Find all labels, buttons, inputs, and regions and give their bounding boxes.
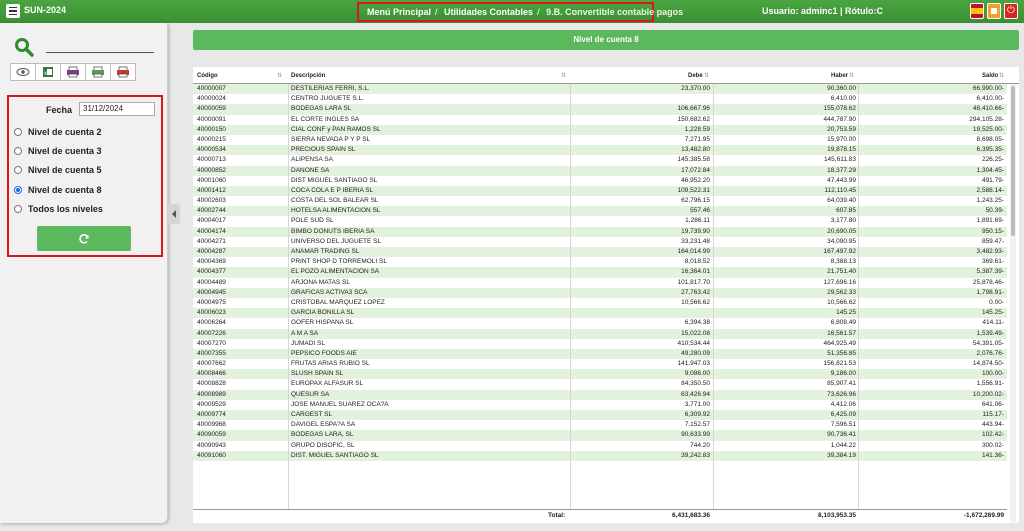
cell-debe: 141,947.03: [677, 360, 710, 368]
cell-codigo: 40008989: [197, 390, 226, 398]
cell-descripcion: ALIPENSA SA: [291, 156, 333, 164]
radio-icon[interactable]: [14, 147, 22, 155]
cell-codigo: 40009968: [197, 421, 226, 429]
table-row[interactable]: [193, 298, 1007, 308]
table-row[interactable]: [193, 451, 1007, 461]
cell-saldo: 491.79-: [981, 176, 1004, 184]
cell-descripcion: COCA COLA E P IBERIA SL: [291, 186, 374, 194]
toolbar: [10, 63, 135, 81]
cell-saldo: 1,798.91-: [976, 288, 1004, 296]
sort-icon[interactable]: ⇅: [277, 73, 283, 79]
cell-saldo: 369.61-: [981, 258, 1004, 266]
radio-nivel-5[interactable]: Nivel de cuenta 5: [14, 165, 102, 175]
cell-descripcion: PEPSICO FOODS AIE: [291, 349, 357, 357]
column-divider: [288, 84, 289, 509]
cell-codigo: 40002603: [197, 197, 226, 205]
cell-codigo: 40000534: [197, 146, 226, 154]
cell-saldo: 102.42-: [981, 431, 1004, 439]
cell-debe: 23,370.00: [681, 85, 710, 92]
cell-haber: 64,039.40: [827, 197, 856, 205]
cell-codigo: 40004369: [197, 258, 226, 266]
total-debe: 6,431,683.36: [672, 512, 710, 519]
table-header: [193, 67, 1019, 84]
cell-debe: 63,426.94: [681, 390, 710, 398]
cell-debe: 90,633.99: [681, 431, 710, 439]
cell-saldo: 25,878.46-: [972, 278, 1004, 286]
table-row[interactable]: [193, 125, 1007, 135]
table-row[interactable]: [193, 176, 1007, 186]
eye-icon[interactable]: [10, 63, 36, 81]
hamburger-icon[interactable]: [6, 4, 20, 18]
cell-codigo: 40000215: [197, 135, 226, 143]
cell-haber: 6,425.09: [830, 411, 856, 418]
cell-saldo: 1,304.45-: [976, 166, 1004, 174]
cell-saldo: 54,391.05-: [972, 339, 1004, 347]
cell-debe: 17,072.84: [681, 166, 710, 174]
cell-codigo: 40091060: [197, 451, 226, 459]
filter-box: [7, 95, 163, 257]
column-header-codigo[interactable]: Código: [197, 73, 218, 79]
cell-codigo: 40007662: [197, 360, 226, 368]
table-row[interactable]: [193, 390, 1007, 400]
breadcrumb-menu-principal[interactable]: Menú Principal: [367, 7, 432, 17]
table-body: [193, 84, 1007, 509]
cell-descripcion: EUROPAX ALFASUR SL: [291, 380, 364, 388]
cell-saldo: 6,410.00-: [976, 95, 1004, 103]
cell-debe: 84,350.50: [681, 380, 710, 388]
cell-haber: 51,356.85: [827, 349, 856, 357]
cell-descripcion: POLE SUD SL: [291, 217, 334, 225]
cell-codigo: 40007226: [197, 329, 226, 337]
cell-descripcion: A M A SA: [291, 329, 319, 337]
cell-debe: 13,482.80: [681, 146, 710, 154]
table-row[interactable]: [193, 227, 1007, 237]
cell-haber: 85,907.41: [827, 380, 856, 388]
table-row[interactable]: [193, 379, 1007, 389]
cell-descripcion: DIST. MIGUEL SANTIAGO SL: [291, 451, 379, 459]
table-row[interactable]: [193, 369, 1007, 379]
cell-descripcion: BODEGAS LARA, SL: [291, 431, 354, 439]
cell-codigo: 40001060: [197, 176, 226, 184]
cell-descripcion: SLUSH SPAIN SL: [291, 370, 344, 378]
table-row[interactable]: [193, 278, 1007, 288]
cell-saldo: 1,556.91-: [976, 380, 1004, 388]
cell-codigo: 40000150: [197, 125, 226, 133]
cell-codigo: 40008466: [197, 370, 226, 378]
power-icon[interactable]: ⏻: [1004, 3, 1018, 19]
cell-codigo: 40009529: [197, 400, 226, 408]
cell-descripcion: DAVIGEL ESPA?A SA: [291, 421, 356, 429]
cell-haber: 112,110.45: [824, 186, 856, 194]
cell-descripcion: GRUPO DISOFIC, SL: [291, 441, 355, 449]
cell-haber: 3,177.80: [830, 217, 856, 225]
sort-icon[interactable]: ⇅: [561, 73, 567, 79]
cell-saldo: 0.00-: [989, 298, 1004, 306]
radio-nivel-3[interactable]: Nivel de cuenta 3: [14, 146, 102, 156]
table-row[interactable]: [193, 441, 1007, 451]
table-row[interactable]: [193, 84, 1007, 94]
table-row[interactable]: [193, 115, 1007, 125]
cell-codigo: 40002744: [197, 207, 226, 215]
cell-codigo: 40090943: [197, 441, 226, 449]
cell-haber: 464,925.49: [823, 339, 856, 347]
cell-descripcion: BODEGAS LARA SL: [291, 105, 352, 113]
cell-debe: 8,018.52: [684, 258, 710, 266]
cell-haber: 39,384.19: [827, 451, 856, 459]
column-header-descripcion[interactable]: Descripción: [291, 73, 326, 79]
cell-debe: 410,534.44: [677, 339, 710, 347]
cell-saldo: 145.25-: [981, 309, 1004, 317]
cell-descripcion: UNIVERSO DEL JUGUETE SL: [291, 237, 382, 245]
table-row[interactable]: [193, 400, 1007, 410]
cell-descripcion: HOTELSA ALIMENTACION SL: [291, 207, 381, 215]
cell-descripcion: COSTA DEL SOL BALEAR SL: [291, 197, 379, 205]
cell-haber: 10,566.62: [827, 298, 856, 306]
cell-codigo: 40006264: [197, 319, 226, 327]
total-saldo: -1,672,269.99: [963, 512, 1004, 519]
cell-debe: 6,394.38: [684, 319, 710, 327]
cell-saldo: 294,105.28-: [969, 115, 1004, 123]
table-row[interactable]: [193, 216, 1007, 226]
cell-codigo: 40004017: [197, 217, 226, 225]
cell-descripcion: EL CORTE INGLES SA: [291, 115, 360, 123]
table-row[interactable]: [193, 104, 1007, 114]
table-row[interactable]: [193, 329, 1007, 339]
cell-saldo: 5,387.39-: [976, 268, 1004, 276]
table-row[interactable]: [193, 196, 1007, 206]
cell-descripcion: PRINT SHOP D TORREMOLI SL: [291, 258, 387, 266]
cell-descripcion: FRUTAS ARIAS RUBIO SL: [291, 360, 370, 368]
cell-codigo: 40004945: [197, 288, 226, 296]
cell-debe: 19,739.90: [681, 227, 710, 235]
table-row[interactable]: [193, 359, 1007, 369]
cell-haber: 145,611.83: [823, 156, 856, 164]
table-row[interactable]: [193, 339, 1007, 349]
table-row[interactable]: [193, 135, 1007, 145]
scrollbar-thumb[interactable]: [1011, 86, 1015, 236]
cell-saldo: 6,395.35-: [976, 146, 1004, 154]
cell-saldo: 100.00-: [981, 370, 1004, 378]
cell-codigo: 40009774: [197, 411, 226, 418]
table-row[interactable]: [193, 247, 1007, 257]
breadcrumb: Menú Principal / Utilidades Contables / 9.B. Convertible contable pagos: [357, 2, 654, 22]
cell-codigo: 40006023: [197, 309, 226, 317]
cell-debe: 101,817.70: [677, 278, 710, 286]
cell-haber: 8,388.13: [830, 258, 856, 266]
cell-haber: 21,751.40: [827, 268, 856, 276]
cell-saldo: 14,874.50-: [972, 360, 1004, 368]
table-row[interactable]: [193, 94, 1007, 104]
spain-flag-icon[interactable]: [970, 3, 984, 19]
cell-saldo: 1,891.69-: [976, 217, 1004, 225]
cell-codigo: 40004287: [197, 248, 226, 255]
cell-codigo: 40000024: [197, 95, 226, 103]
cell-descripcion: EL POZO ALIMENTACION SA: [291, 268, 380, 276]
cell-debe: 15,022.08: [681, 329, 710, 337]
cell-debe: 39,242.83: [681, 451, 710, 459]
column-header-haber[interactable]: Haber: [831, 73, 849, 79]
top-icons: [970, 3, 1018, 19]
cell-descripcion: CRISTOBAL MARQUEZ LOPEZ: [291, 298, 385, 306]
cell-codigo: 40007355: [197, 349, 226, 357]
cell-descripcion: QUESUR SA: [291, 390, 330, 398]
cell-codigo: 40000007: [197, 85, 226, 92]
cell-codigo: 40004271: [197, 237, 226, 245]
column-header-debe[interactable]: Debe: [688, 73, 703, 79]
cell-haber: 19,878.15: [827, 146, 856, 154]
table-row[interactable]: [193, 430, 1007, 440]
cell-codigo: 40004377: [197, 268, 226, 276]
collapse-sidebar-button[interactable]: [168, 204, 180, 224]
cell-haber: 156,821.53: [823, 360, 856, 368]
svg-text:x: x: [44, 71, 47, 77]
print-setup-icon[interactable]: [85, 63, 111, 81]
column-divider: [713, 84, 714, 509]
breadcrumb-utilidades-contables[interactable]: Utilidades Contables: [444, 7, 534, 17]
cell-descripcion: PRECIOUS SPAIN SL: [291, 146, 356, 154]
cell-saldo: 2,076.76-: [976, 349, 1004, 357]
print-icon[interactable]: [987, 3, 1001, 19]
cell-haber: 16,561.57: [827, 329, 856, 337]
cell-saldo: 859.47-: [981, 237, 1004, 245]
cell-saldo: 50.39-: [985, 207, 1004, 215]
cell-haber: 90,360.00: [827, 85, 856, 92]
table-row[interactable]: [193, 237, 1007, 247]
sort-icon[interactable]: ⇅: [849, 73, 855, 79]
filter-sidebar: [0, 23, 168, 523]
table-row[interactable]: [193, 267, 1007, 277]
cell-descripcion: ANAMAR TRADING SL: [291, 248, 360, 255]
total-haber: 8,103,953.35: [818, 512, 856, 519]
cell-codigo: 40004174: [197, 227, 226, 235]
table-row[interactable]: [193, 186, 1007, 196]
refresh-icon: [78, 233, 90, 245]
cell-debe: 145,385.58: [677, 156, 710, 164]
panel-title: Nivel de cuenta 8: [193, 30, 1019, 50]
cell-debe: 6,309.92: [684, 411, 710, 418]
cell-descripcion: CIAL CONF y PAN RAMOS SL: [291, 125, 381, 133]
cell-saldo: 66,990.00-: [972, 85, 1004, 92]
user-info: Usuario: adminc1 | Rótulo:C: [762, 6, 884, 16]
table-row[interactable]: [193, 145, 1007, 155]
table-row[interactable]: [193, 288, 1007, 298]
cell-descripcion: SIERRA NEVADA P Y P SL: [291, 135, 371, 143]
cell-debe: 150,682.62: [677, 115, 710, 123]
cell-debe: 7,271.95: [684, 135, 710, 143]
cell-debe: 33,231.48: [681, 237, 710, 245]
cell-descripcion: JOSE MANUEL SUAREZ OCA?A: [291, 400, 389, 408]
cell-debe: 106,667.96: [677, 105, 710, 113]
cell-haber: 6,410.00: [830, 95, 856, 103]
cell-debe: 46,952.20: [681, 176, 710, 184]
cell-debe: 3,771.00: [684, 400, 710, 408]
app-title: SUN-2024: [24, 5, 67, 15]
radio-icon[interactable]: [14, 166, 22, 174]
cell-descripcion: GARCIA BONILLA SL: [291, 309, 355, 317]
cell-saldo: 300.02-: [981, 441, 1004, 449]
cell-saldo: 443.94-: [981, 421, 1004, 429]
cell-saldo: 3,482.93-: [976, 248, 1004, 255]
radio-nivel-8[interactable]: Nivel de cuenta 8: [14, 185, 102, 195]
refresh-button[interactable]: [37, 226, 131, 251]
cell-descripcion: DESTILERIAS FERRI, S.L.: [291, 85, 370, 92]
cell-debe: 557.46: [690, 207, 710, 215]
cell-haber: 34,090.95: [827, 237, 856, 245]
search-input[interactable]: [46, 52, 154, 53]
cell-saldo: 414.11-: [982, 319, 1004, 327]
cell-haber: 29,562.33: [827, 288, 856, 296]
table-row[interactable]: [193, 318, 1007, 328]
cell-codigo: 40000852: [197, 166, 226, 174]
radio-icon[interactable]: [14, 205, 22, 213]
radio-selected-icon[interactable]: [14, 186, 22, 194]
fecha-label: Fecha: [46, 105, 73, 115]
cell-descripcion: ARJONA MATAS SL: [291, 278, 350, 286]
accounts-table: [193, 67, 1019, 523]
cell-debe: 62,796.15: [681, 197, 710, 205]
cell-debe: 7,152.57: [684, 421, 710, 429]
cell-debe: 164,014.99: [677, 248, 710, 255]
breadcrumb-current: 9.B. Convertible contable pagos: [546, 7, 684, 17]
column-divider: [570, 84, 571, 509]
cell-debe: 1,228.59: [684, 125, 710, 133]
cell-descripcion: BIMBO DONUTS IBERIA SA: [291, 227, 375, 235]
cell-saldo: 1,243.25-: [976, 197, 1004, 205]
cell-haber: 145.25: [836, 309, 856, 317]
excel-icon[interactable]: [35, 63, 61, 81]
cell-descripcion: DANONE SA: [291, 166, 330, 174]
cell-saldo: 641.06-: [981, 400, 1004, 408]
radio-nivel-2[interactable]: Nivel de cuenta 2: [14, 127, 102, 137]
pdf-icon[interactable]: [110, 63, 136, 81]
cell-debe: 1,286.11: [685, 217, 710, 225]
cell-haber: 155,078.62: [823, 105, 856, 113]
cell-haber: 6,808.49: [830, 319, 856, 327]
cell-saldo: 2,588.14-: [976, 186, 1004, 194]
cell-codigo: 40001412: [197, 186, 226, 194]
sort-icon[interactable]: ⇅: [999, 73, 1005, 79]
cell-codigo: 40000091: [197, 115, 226, 123]
column-divider: [858, 84, 859, 509]
table-row[interactable]: [193, 410, 1007, 420]
cell-haber: 444,787.90: [823, 115, 856, 123]
print-icon[interactable]: [60, 63, 86, 81]
cell-saldo: 48,410.66-: [972, 105, 1004, 113]
cell-haber: 18,377.29: [827, 166, 856, 174]
cell-codigo: 40004975: [197, 298, 226, 306]
cell-codigo: 40004489: [197, 278, 226, 286]
table-row[interactable]: [193, 206, 1007, 216]
cell-haber: 127,696.16: [823, 278, 856, 286]
cell-haber: 167,497.92: [823, 248, 856, 255]
cell-haber: 20,753.59: [827, 125, 856, 133]
top-bar: [0, 0, 1024, 23]
fecha-input[interactable]: 31/12/2024: [79, 102, 155, 116]
cell-haber: 47,443.99: [827, 176, 856, 184]
cell-debe: 744.20: [690, 441, 710, 449]
cell-debe: 49,280.09: [681, 349, 710, 357]
cell-codigo: 40007270: [197, 339, 226, 347]
cell-saldo: 1,539.49-: [976, 329, 1004, 337]
cell-haber: 20,690.05: [827, 227, 856, 235]
total-label: Total:: [548, 512, 566, 519]
cell-haber: 9,186.00: [830, 370, 856, 378]
cell-descripcion: CARGEST SL: [291, 411, 333, 418]
cell-debe: 10,566.62: [681, 298, 710, 306]
table-row[interactable]: [193, 349, 1007, 359]
cell-haber: 73,626.96: [827, 390, 856, 398]
cell-descripcion: GRAFICAS ACTIVA3 SCA: [291, 288, 368, 296]
cell-saldo: 950.15-: [981, 227, 1004, 235]
cell-codigo: 40000713: [197, 156, 226, 164]
column-header-saldo[interactable]: Saldo: [982, 73, 999, 79]
cell-saldo: 19,525.00-: [972, 125, 1004, 133]
cell-haber: 4,412.06: [830, 400, 856, 408]
radio-todos-niveles[interactable]: Todos los niveles: [14, 204, 103, 214]
cell-debe: 16,364.01: [681, 268, 710, 276]
cell-haber: 7,596.51: [830, 421, 856, 429]
table-row[interactable]: [193, 420, 1007, 430]
table-row[interactable]: [193, 166, 1007, 176]
cell-saldo: 226.25-: [981, 156, 1004, 164]
cell-codigo: 40090059: [197, 431, 226, 439]
cell-codigo: 40008828: [197, 380, 226, 388]
search-icon[interactable]: [14, 37, 34, 57]
sort-icon[interactable]: ⇅: [704, 73, 710, 79]
cell-debe: 27,763.42: [681, 288, 710, 296]
table-row[interactable]: [193, 308, 1007, 318]
cell-saldo: 8,698.05-: [976, 135, 1004, 143]
table-row[interactable]: [193, 257, 1007, 267]
cell-saldo: 115.17-: [982, 411, 1004, 418]
cell-haber: 1,044.22: [830, 441, 856, 449]
cell-codigo: 40000059: [197, 105, 226, 113]
radio-icon[interactable]: [14, 128, 22, 136]
cell-haber: 90,736.41: [827, 431, 856, 439]
cell-descripcion: DIST MIGUEL SANTIAGO SL: [291, 176, 378, 184]
cell-descripcion: JUMADI SL: [291, 339, 325, 347]
cell-haber: 15,970.00: [827, 135, 856, 143]
cell-saldo: 141.36-: [981, 451, 1004, 459]
cell-debe: 109,522.31: [677, 186, 710, 194]
cell-haber: 607.85: [836, 207, 856, 215]
cell-descripcion: CENTRO JUGUETE S.L.: [291, 95, 364, 103]
cell-debe: 9,086.00: [684, 370, 710, 378]
table-footer: [193, 509, 1007, 521]
cell-descripcion: GOFER HISPANA SL: [291, 319, 354, 327]
cell-saldo: 10,200.02-: [972, 390, 1004, 398]
table-row[interactable]: [193, 155, 1007, 165]
